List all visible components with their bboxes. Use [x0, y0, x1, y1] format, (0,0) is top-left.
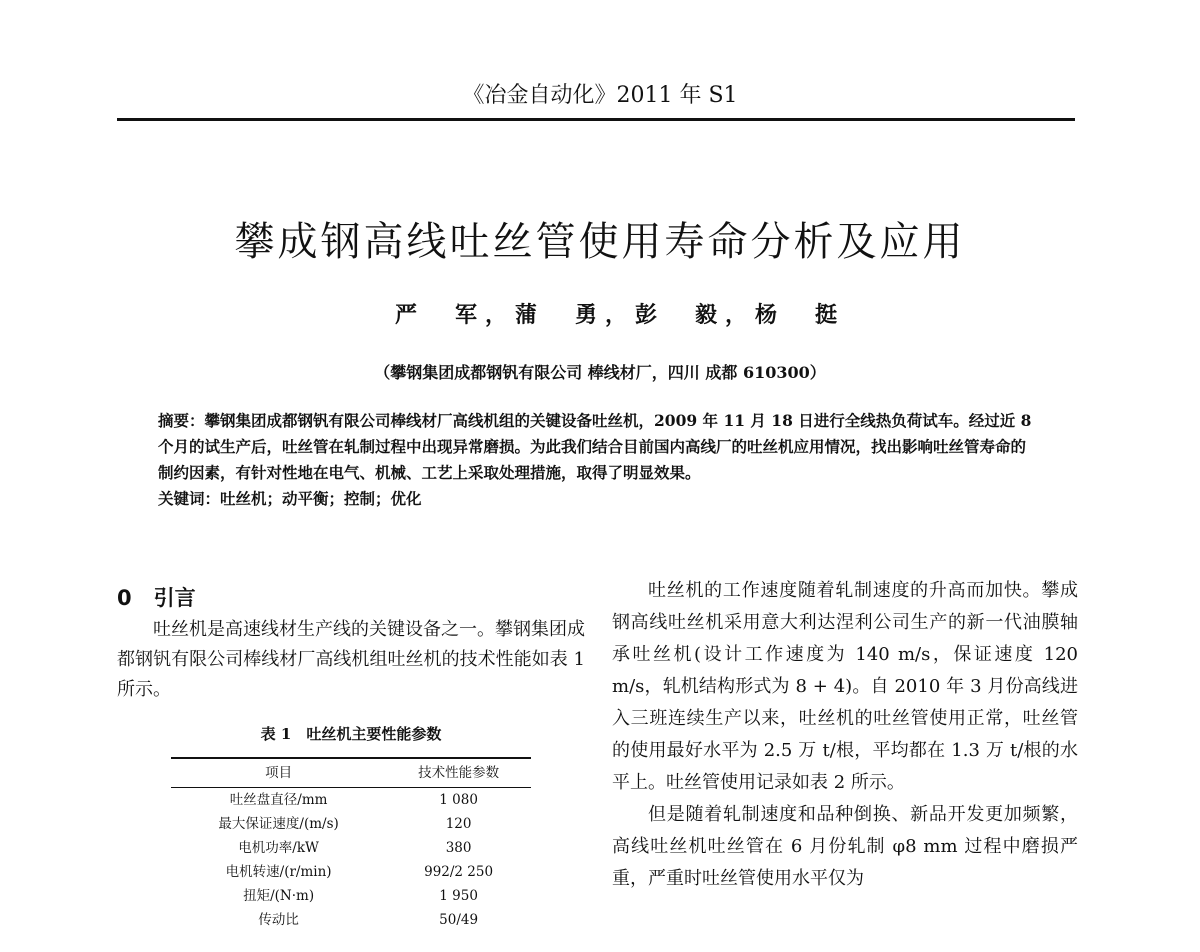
table-cell-item: 电机转速/(r/min) [225, 864, 332, 880]
table-cell-value: 1 950 [439, 888, 478, 904]
right-column [612, 575, 1078, 895]
intro-paragraph: 吐丝机是高速线材生产线的关键设备之一。攀钢集团成都钢钒有限公司棒线材厂高线机组吐丝机的技术性能如表 1 所示。 [117, 619, 585, 700]
table-header-row [171, 758, 531, 788]
abstract-block [158, 408, 1038, 512]
left-column [117, 583, 585, 932]
journal-header: 《冶金自动化》2011 年 S1 [462, 83, 738, 108]
table-cell-value: 992/2 250 [424, 864, 494, 880]
table-header-value: 技术性能参数 [386, 758, 531, 788]
params-table [171, 757, 531, 932]
paper-title: 攀成钢高线吐丝管使用寿命分析及应用 [234, 219, 966, 265]
body-paragraph: 吐丝机的工作速度随着轧制速度的升高而加快。攀成钢高线吐丝机采用意大利达涅利公司生产的新一代油膜轴承吐丝机(设计工作速度为 140 m/s，保证速度 120 m/s，轧机结构形式为 8 + 4)。自 2010 年 3 月份高线进入三班连续生产以来，吐丝机的吐丝管使用正常，吐丝管的使用最好水平为 2.5 万 t/根，平均都在 1.3 万 t/根的水平上。吐丝管使用记录如表 2 所示。 [612, 580, 1078, 793]
section-heading [117, 583, 585, 613]
table-cell-item: 扭矩/(N·m) [243, 888, 315, 904]
keywords [158, 486, 1038, 512]
table-row [171, 884, 531, 908]
table-header-item: 项目 [171, 758, 386, 788]
abstract-text: 攀钢集团成都钢钒有限公司棒线材厂高线机组的关键设备吐丝机，2009 年 11 月 18 日进行全线热负荷试车。经过近 8 个月的试生产后，吐丝管在轧制过程中出现异常磨损。为此我们结合目前国内高线厂的吐丝机应用情况，找出影响吐丝管寿命的制约因素，有针对性地在电气、机械、工艺上采取处理措施，取得了明显效果。 [158, 411, 1032, 482]
abstract [158, 408, 1038, 486]
table-cell-value: 50/49 [439, 912, 479, 928]
table-row [171, 788, 531, 813]
table-cell-value: 380 [445, 840, 472, 856]
table-cell-value: 120 [445, 816, 472, 832]
body-paragraph: 但是随着轧制速度和品种倒换、新品开发更加频繁，高线吐丝机吐丝管在 6 月份轧制 φ8 mm 过程中磨损严重，严重时吐丝管使用水平仅为 [612, 804, 1078, 889]
authors: 严 军，蒲 勇，彭 毅，杨 挺 [394, 302, 845, 328]
table-cell-value: 1 080 [439, 792, 478, 808]
abstract-label: 摘要： [158, 411, 205, 430]
table-cell-item: 传动比 [258, 912, 299, 928]
table-row [171, 812, 531, 836]
affiliation: （攀钢集团成都钢钒有限公司 棒线材厂，四川 成都 610300） [374, 363, 826, 382]
table-row [171, 836, 531, 860]
header-rule [117, 118, 1075, 121]
table-row [171, 908, 531, 932]
table-row [171, 860, 531, 884]
keywords-text: 吐丝机；动平衡；控制；优化 [220, 489, 422, 508]
section-number: 0 [117, 586, 132, 610]
section-title: 引言 [153, 586, 196, 610]
keywords-label: 关键词： [158, 489, 221, 508]
table-caption: 表 1 吐丝机主要性能参数 [260, 725, 442, 743]
table-cell-item: 电机功率/kW [238, 840, 319, 856]
table-cell-item: 最大保证速度/(m/s) [218, 816, 339, 832]
table-cell-item: 吐丝盘直径/mm [229, 792, 328, 808]
